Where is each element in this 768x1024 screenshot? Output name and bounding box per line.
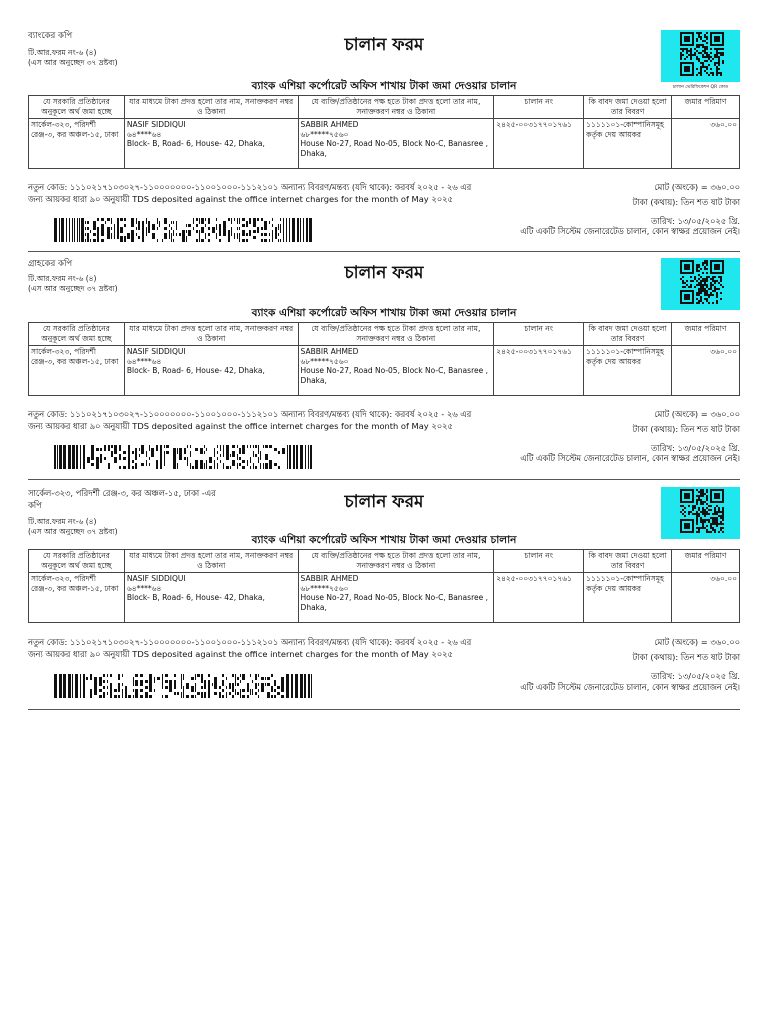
system-note: এটি একটি সিস্টেম জেনারেটেড চালান, কোন স্বাক্ষর প্রয়োজন নেই।: [520, 226, 740, 236]
form-number: টি.আর.ফরম নং-৬ (৪): [28, 274, 97, 283]
header-purpose: কি বাবদ জমা দেওয়া হলো তার বিবরণ: [584, 96, 672, 119]
cell-challan-no: ২৪২৫-০০৩১৭৭০১৭৬১: [494, 573, 584, 623]
cell-office: সার্কেল-৩২৩, পরিদর্শী রেঞ্জ-৩, কর অঞ্চল-১৫, ঢাকা: [29, 573, 125, 623]
payee-name: SABBIR AHMED: [300, 574, 359, 583]
header-amount: জমার পরিমাণ: [672, 550, 740, 573]
total-words: টাকা (কথায়): তিন শত ষাট টাকা: [632, 652, 740, 662]
total-numeric: মোট (অংকে) = ৩৬০.০০: [654, 409, 740, 419]
form-number: টি.আর.ফরম নং-৬ (৪): [28, 517, 97, 526]
totals-block: [520, 637, 740, 686]
table-header-row: [29, 96, 740, 119]
payee-name: SABBIR AHMED: [300, 120, 359, 129]
copy-label: সার্কেল-৩২৩, পরিদর্শী রেঞ্জ-৩, কর অঞ্চল-১৫, ঢাকা -এর কপি: [28, 488, 216, 510]
payee-address: House No-27, Road No-05, Block No-C, Banasree , Dhaka,: [300, 366, 488, 385]
barcode-icon: [54, 445, 312, 469]
form-title: চালান ফরম: [344, 263, 424, 283]
challan-table: [28, 549, 740, 623]
header-amount: জমার পরিমাণ: [672, 323, 740, 346]
header-office: যে সরকারি প্রতিষ্ঠানের অনুকূলে অর্থ জমা হচ্ছে: [29, 323, 125, 346]
payee-id: ৬৮*****৭৫৬০: [300, 583, 349, 593]
form-title: চালান ফরম: [344, 35, 424, 55]
cell-payee: [298, 119, 494, 169]
qr-code-icon: [661, 487, 740, 539]
payer-id: ৬৪****৬৪: [126, 356, 162, 366]
barcode-icon: [54, 218, 312, 242]
payer-name: NASIF SIDDIQUI: [126, 347, 186, 356]
total-numeric: মোট (অংকে) = ৩৬০.০০: [654, 637, 740, 647]
header-payee: যে ব্যক্তি/প্রতিষ্ঠানের পক্ষ হতে টাকা প্রদত্ত হলো তার নাম, সনাক্তকরণ নম্বর ও ঠিকানা: [298, 96, 494, 119]
cell-challan-no: ২৪২৫-০০৩১৭৭০১৭৬১: [494, 119, 584, 169]
totals-block: [520, 409, 740, 458]
form-number: টি.আর.ফরম নং-৬ (৪): [28, 48, 97, 57]
bank-line: ব্যাংক এশিয়া কর্পোরেট অফিস শাখায় টাকা জমা দেওয়ার চালান: [251, 534, 517, 546]
cell-payee: [298, 573, 494, 623]
payee-address: House No-27, Road No-05, Block No-C, Banasree , Dhaka,: [300, 139, 488, 158]
system-note: এটি একটি সিস্টেম জেনারেটেড চালান, কোন স্বাক্ষর প্রয়োজন নেই।: [520, 682, 740, 692]
header-payer: যার মাধ্যমে টাকা প্রদত্ত হলো তার নাম, সনাক্তকরণ নম্বর ও ঠিকানা: [124, 96, 298, 119]
table-row: [29, 346, 740, 396]
cell-payer: [124, 573, 298, 623]
header-office: যে সরকারি প্রতিষ্ঠানের অনুকূলে অর্থ জমা হচ্ছে: [29, 550, 125, 573]
cell-purpose: ১১১১১০১-কোম্পানিসমূহ কর্তৃক দেয় আয়কর: [584, 346, 672, 396]
payee-id: ৬৮*****৭৫৬০: [300, 356, 349, 366]
cell-purpose: ১১১১১০১-কোম্পানিসমূহ কর্তৃক দেয় আয়কর: [584, 573, 672, 623]
section-divider: [28, 709, 740, 710]
cell-payer: [124, 119, 298, 169]
form-reference: (এস আর অনুচ্ছেদ ৩৭ দ্রষ্টব্য): [28, 58, 118, 67]
cell-amount: ৩৬০.০০: [672, 346, 740, 396]
payer-address: Block- B, Road- 6, House- 42, Dhaka,: [126, 139, 265, 148]
total-numeric: মোট (অংকে) = ৩৬০.০০: [654, 182, 740, 192]
header-challan-no: চালান নং: [494, 96, 584, 119]
cell-payer: [124, 346, 298, 396]
challan-table: [28, 322, 740, 396]
totals-block: [520, 182, 740, 231]
system-note: এটি একটি সিস্টেম জেনারেটেড চালান, কোন স্বাক্ষর প্রয়োজন নেই।: [520, 453, 740, 463]
header-payee: যে ব্যক্তি/প্রতিষ্ঠানের পক্ষ হতে টাকা প্রদত্ত হলো তার নাম, সনাক্তকরণ নম্বর ও ঠিকানা: [298, 550, 494, 573]
challan-table: [28, 95, 740, 169]
code-line: নতুন কোড: ১১১০২১৭১০৩০২৭-১১০০০০০০০-১১০০১০০০-১১১২১০১ অন্যান্য বিবরণ/মন্তব্য (যদি থাকে): করবর্ষ ২০২৫ - ২৬ এর জন্য আয়কর ধারা ৯০ অনুযায়ী TDS deposited against the office internet charges for the month of May ২০২৫: [28, 637, 472, 659]
table-header-row: [29, 323, 740, 346]
header-challan-no: চালান নং: [494, 323, 584, 346]
cell-amount: ৩৬০.০০: [672, 573, 740, 623]
cell-amount: ৩৬০.০০: [672, 119, 740, 169]
header-purpose: কি বাবদ জমা দেওয়া হলো তার বিবরণ: [584, 550, 672, 573]
total-words: টাকা (কথায়): তিন শত ষাট টাকা: [632, 197, 740, 207]
header-challan-no: চালান নং: [494, 550, 584, 573]
section-divider: [28, 479, 740, 480]
payer-name: NASIF SIDDIQUI: [126, 120, 186, 129]
payer-id: ৬৪****৬৪: [126, 583, 162, 593]
challan-date: তারিখ: ১৩/০৫/২০২৫ খ্রি.: [651, 443, 740, 453]
bank-line: ব্যাংক এশিয়া কর্পোরেট অফিস শাখায় টাকা জমা দেওয়ার চালান: [251, 80, 517, 92]
table-header-row: [29, 550, 740, 573]
header-amount: জমার পরিমাণ: [672, 96, 740, 119]
cell-office: সার্কেল-৩২৩, পরিদর্শী রেঞ্জ-৩, কর অঞ্চল-১৫, ঢাকা: [29, 119, 125, 169]
qr-code-icon: [661, 30, 740, 82]
challan-date: তারিখ: ১৩/০৫/২০২৫ খ্রি.: [651, 671, 740, 681]
cell-office: সার্কেল-৩২৩, পরিদর্শী রেঞ্জ-৩, কর অঞ্চল-১৫, ঢাকা: [29, 346, 125, 396]
cell-payee: [298, 346, 494, 396]
payer-id: ৬৪****৬৪: [126, 129, 162, 139]
header-purpose: কি বাবদ জমা দেওয়া হলো তার বিবরণ: [584, 323, 672, 346]
header-payer: যার মাধ্যমে টাকা প্রদত্ত হলো তার নাম, সনাক্তকরণ নম্বর ও ঠিকানা: [124, 323, 298, 346]
challan-date: তারিখ: ১৩/০৫/২০২৫ খ্রি.: [651, 216, 740, 226]
header-payee: যে ব্যক্তি/প্রতিষ্ঠানের পক্ষ হতে টাকা প্রদত্ত হলো তার নাম, সনাক্তকরণ নম্বর ও ঠিকানা: [298, 323, 494, 346]
payee-id: ৬৮*****৭৫৬০: [300, 129, 349, 139]
copy-label: ব্যাংকের কপি: [28, 31, 73, 41]
table-row: [29, 573, 740, 623]
bank-line: ব্যাংক এশিয়া কর্পোরেট অফিস শাখায় টাকা জমা দেওয়ার চালান: [251, 307, 517, 319]
code-line: নতুন কোড: ১১১০২১৭১০৩০২৭-১১০০০০০০০-১১০০১০০০-১১১২১০১ অন্যান্য বিবরণ/মন্তব্য (যদি থাকে): করবর্ষ ২০২৫ - ২৬ এর জন্য আয়কর ধারা ৯০ অনুযায়ী TDS deposited against the office internet charges for the month of May ২০২৫: [28, 409, 472, 431]
header-office: যে সরকারি প্রতিষ্ঠানের অনুকূলে অর্থ জমা হচ্ছে: [29, 96, 125, 119]
payee-name: SABBIR AHMED: [300, 347, 359, 356]
form-reference: (এস আর অনুচ্ছেদ ৩৭ দ্রষ্টব্য): [28, 527, 118, 536]
qr-caption: চালান ভেরিফিকেশন QR কোড: [672, 85, 729, 90]
payer-name: NASIF SIDDIQUI: [126, 574, 186, 583]
total-words: টাকা (কথায়): তিন শত ষাট টাকা: [632, 424, 740, 434]
cell-challan-no: ২৪২৫-০০৩১৭৭০১৭৬১: [494, 346, 584, 396]
form-title: চালান ফরম: [344, 492, 424, 512]
copy-label: গ্রাহকের কপি: [28, 259, 73, 269]
table-row: [29, 119, 740, 169]
code-line: নতুন কোড: ১১১০২১৭১০৩০২৭-১১০০০০০০০-১১০০১০০০-১১১২১০১ অন্যান্য বিবরণ/মন্তব্য (যদি থাকে): করবর্ষ ২০২৫ - ২৬ এর জন্য আয়কর ধারা ৯০ অনুযায়ী TDS deposited against the office internet charges for the month of May ২০২৫: [28, 182, 472, 204]
cell-purpose: ১১১১১০১-কোম্পানিসমূহ কর্তৃক দেয় আয়কর: [584, 119, 672, 169]
section-divider: [28, 251, 740, 252]
qr-code-icon: [661, 258, 740, 310]
payer-address: Block- B, Road- 6, House- 42, Dhaka,: [126, 593, 265, 602]
form-reference: (এস আর অনুচ্ছেদ ৩৭ দ্রষ্টব্য): [28, 284, 118, 293]
header-payer: যার মাধ্যমে টাকা প্রদত্ত হলো তার নাম, সনাক্তকরণ নম্বর ও ঠিকানা: [124, 550, 298, 573]
payee-address: House No-27, Road No-05, Block No-C, Banasree , Dhaka,: [300, 593, 488, 612]
barcode-icon: [54, 674, 312, 698]
payer-address: Block- B, Road- 6, House- 42, Dhaka,: [126, 366, 265, 375]
